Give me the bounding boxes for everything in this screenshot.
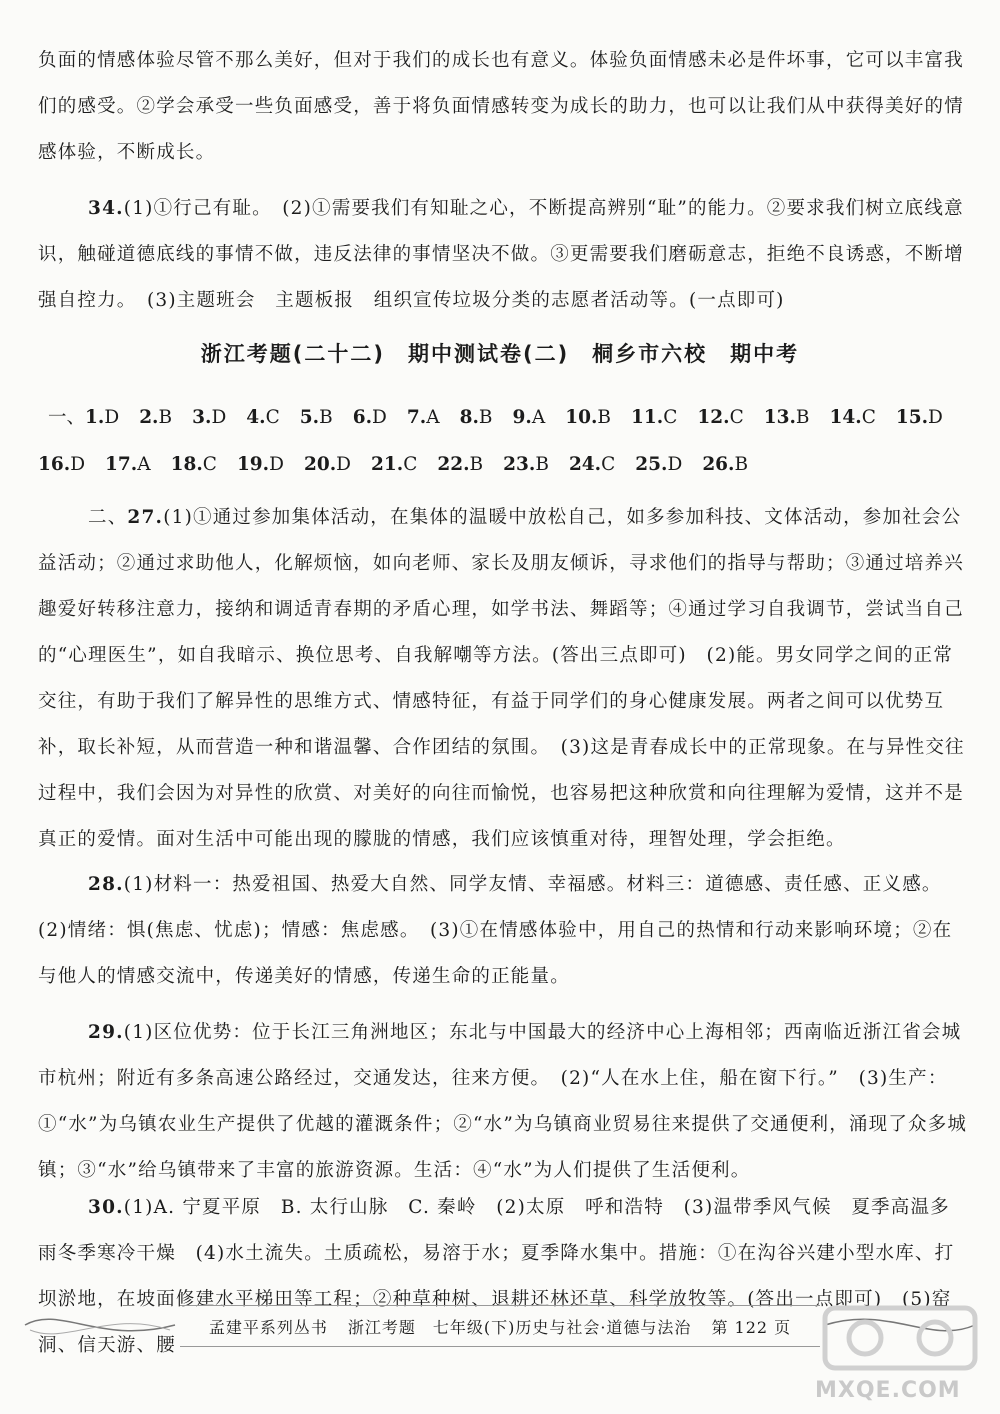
- mc-answer-choice: A: [137, 454, 151, 475]
- mc-answer-number: 12.: [697, 407, 730, 428]
- mc-answers-row-2: [38, 450, 968, 480]
- mc-answer-number: 21.: [371, 454, 404, 475]
- mc-answer-choice: D: [667, 454, 683, 475]
- mc-answer-number: 16.: [38, 454, 71, 475]
- mc-answer-item: [569, 450, 615, 480]
- mc-answer-item: [764, 403, 810, 433]
- mc-answer-item: [353, 403, 387, 433]
- question-number: 30.: [88, 1197, 124, 1218]
- mc-answer-number: 4.: [246, 407, 266, 428]
- answer-34: 34.(1)①行己有耻。 (2)①需要我们有知耻之心，不断提高辨别“耻”的能力。②要求我们树立底线意识，触碰道德底线的事情不做，违反法律的事情坚决不做。③更需要我们磨砺意志，拒绝不良诱惑，不断增强自控力。 (3)主题班会 主题板报 组织宣传垃圾分类的志愿者活动等。(一点即可): [38, 198, 964, 311]
- mc-answer-choice: B: [597, 407, 612, 428]
- mc-answer-choice: D: [928, 407, 943, 428]
- mc-answer-number: 24.: [568, 454, 602, 475]
- mc-answer-item: [896, 403, 943, 433]
- mc-answer-item: [565, 403, 611, 433]
- mc-answer-choice: C: [202, 454, 217, 475]
- mc-answer-number: 22.: [437, 454, 470, 475]
- mc-answer-choice: B: [158, 407, 173, 428]
- mc-answer-choice: C: [601, 454, 616, 475]
- answer-30: 30.(1)A. 宁夏平原 B. 太行山脉 C. 秦岭 (2)太原 呼和浩特 (3)温带季风气候 夏季高温多雨冬季寒冷干燥 (4)水土流失。土质疏松，易溶于水；夏季降水集中。措施：①在沟谷兴建小型水库、打坝淤地，在坡面修建水平梯田等工程；②种草种树、退耕还林还草、科学放牧等。(答出一点即可) (5)窑洞、信天游、腰: [38, 1197, 955, 1356]
- mc-answer-item: [407, 403, 440, 433]
- mc-answer-choice: B: [535, 454, 549, 475]
- footer-page-number: 第 122 页: [711, 1317, 792, 1337]
- mc-answer-item: [300, 403, 333, 433]
- mc-answer-item: [237, 450, 284, 480]
- mc-answer-choice: B: [734, 454, 749, 475]
- mc-answer-item: [38, 450, 85, 480]
- mc-answers-row-1: [48, 403, 978, 433]
- question-number: 34.: [88, 198, 124, 219]
- question-number: 29.: [88, 1022, 124, 1043]
- mc-answer-item: [246, 403, 279, 433]
- mc-answer-choice: B: [478, 407, 493, 428]
- mc-answer-item: [105, 450, 151, 480]
- mc-answer-item: [503, 450, 549, 480]
- question-number: 27.: [127, 507, 164, 528]
- mc-answer-item: [85, 403, 119, 433]
- mc-answer-number: 6.: [352, 407, 373, 428]
- mc-answer-item: [304, 450, 351, 480]
- footer-ornament-left: [20, 1300, 180, 1350]
- mc-answer-choice: D: [211, 407, 227, 428]
- mc-answer-number: 11.: [631, 407, 664, 428]
- mc-answer-number: 19.: [236, 454, 270, 475]
- mc-answer-number: 10.: [565, 407, 598, 428]
- mc-answer-choice: D: [336, 454, 351, 475]
- answer-28: 28.(1)材料一：热爱祖国、热爱大自然、同学友情、幸福感。材料三：道德感、责任感、正义感。 (2)情绪：惧(焦虑、忧虑)；情感：焦虑感。 (3)①在情感体验中，用自己的热情和行动来影响环境；②在与他人的情感交流中，传递美好的情感，传递生命的正能量。: [38, 874, 953, 987]
- mc-answer-item: [702, 450, 748, 480]
- mc-answer-item: [371, 450, 417, 480]
- mc-answer-item: [635, 450, 682, 480]
- mc-answer-item: [460, 403, 493, 433]
- mc-answer-number: 8.: [459, 407, 479, 428]
- mc-answer-number: 7.: [406, 407, 427, 428]
- mc-answer-choice: B: [795, 407, 810, 428]
- mc-answer-number: 3.: [192, 407, 212, 428]
- mc-answer-number: 23.: [503, 454, 536, 475]
- mc-answer-number: 20.: [303, 454, 337, 475]
- mc-answer-choice: B: [469, 454, 484, 475]
- mc-answer-choice: D: [269, 454, 284, 475]
- mc-answer-choice: D: [104, 407, 120, 428]
- mc-answer-choice: C: [403, 454, 418, 475]
- mc-answer-choice: A: [426, 407, 440, 428]
- mc-answer-choice: A: [531, 407, 546, 428]
- mc-answer-number: 18.: [170, 454, 203, 475]
- paragraph-negative-emotions: 负面的情感体验尽管不那么美好，但对于我们的成长也有意义。体验负面情感未必是件坏事，它可以丰富我们的感受。②学会承受一些负面感受，善于将负面情感转变为成长的助力，也可以让我们从中获得美好的情感体验，不断成长。: [38, 50, 964, 163]
- section-heading: 浙江考题(二十二) 期中测试卷(二) 桐乡市六校 期中考: [200, 342, 800, 366]
- question-number: 28.: [88, 874, 124, 895]
- mc-answer-number: 26.: [702, 454, 735, 475]
- mc-answer-item: [697, 403, 743, 433]
- mc-answer-number: 1.: [85, 407, 105, 428]
- mc-answer-item: [513, 403, 546, 433]
- mc-answer-item: [830, 403, 876, 433]
- watermark-site: MXQE.COM: [815, 1378, 961, 1403]
- mc-answer-choice: C: [265, 407, 280, 428]
- mc-answer-number: 15.: [895, 407, 929, 428]
- mc-answer-item: [192, 403, 226, 433]
- mc-answer-choice: C: [861, 407, 876, 428]
- mc-answer-choice: C: [663, 407, 678, 428]
- answer-27: 二、27.(1)①通过参加集体活动，在集体的温暖中放松自己，如多参加科技、文体活动，参加社会公益活动；②通过求助他人，化解烦恼，如向老师、家长及朋友倾诉，寻求他们的指导与帮助；③通过培养兴趣爱好转移注意力，接纳和调适青春期的矛盾心理，如学书法、舞蹈等；④通过学习自我调节，尝试当自己的“心理医生”，如自我暗示、换位思考、自我解嘲等方法。(答出三点即可) (2)能。男女同学之间的正常交往，有助于我们了解异性的思维方式、情感特征，有益于同学们的身心健康发展。两者之间可以优势互补，取长补短，从而营造一种和谐温馨、合作团结的氛围。 (3)这是青春成长中的正常现象。在与异性交往过程中，我们会因为对异性的欣赏、对美好的向往而愉悦，也容易把这种欣赏和向往理解为爱情，这并不是真正的爱情。面对生活中可能出现的朦胧的情感，我们应该慎重对待，理智处理，学会拒绝。: [38, 507, 965, 850]
- answer-29: 29.(1)区位优势：位于长江三角洲地区；东北与中国最大的经济中心上海相邻；西南临近浙江省会城市杭州；附近有多条高速公路经过，交通发达，往来方便。 (2)“人在水上住，船在窗下行。” (3)生产：①“水”为乌镇农业生产提供了优越的灌溉条件；②“水”为乌镇商业贸易往来提供了交通便利，涌现了众多城镇；③“水”给乌镇带来了丰富的旅游资源。生活：④“水”为人们提供了生活便利。: [38, 1022, 968, 1181]
- mc-answer-number: 14.: [829, 407, 862, 428]
- mc-prefix: 一、: [48, 407, 86, 428]
- mc-answer-item: [437, 450, 483, 480]
- mc-answer-choice: D: [70, 454, 86, 475]
- mc-answer-choice: B: [319, 407, 333, 428]
- page-footer: [180, 1305, 820, 1347]
- mc-answer-choice: D: [372, 407, 387, 428]
- mc-answer-item: [139, 403, 172, 433]
- mc-answer-number: 5.: [299, 407, 320, 428]
- mc-answer-number: 2.: [139, 407, 159, 428]
- mc-answer-number: 9.: [512, 407, 532, 428]
- mc-answer-number: 17.: [105, 454, 138, 475]
- mc-answer-choice: C: [729, 407, 744, 428]
- footer-title: 浙江考题 七年级(下)历史与社会·道德与法治: [347, 1317, 692, 1337]
- mc-answer-number: 13.: [763, 407, 796, 428]
- footer-series: 孟建平系列丛书: [208, 1317, 328, 1337]
- mc-answer-number: 25.: [635, 454, 668, 475]
- mc-answer-item: [171, 450, 217, 480]
- mc-answer-item: [631, 403, 677, 433]
